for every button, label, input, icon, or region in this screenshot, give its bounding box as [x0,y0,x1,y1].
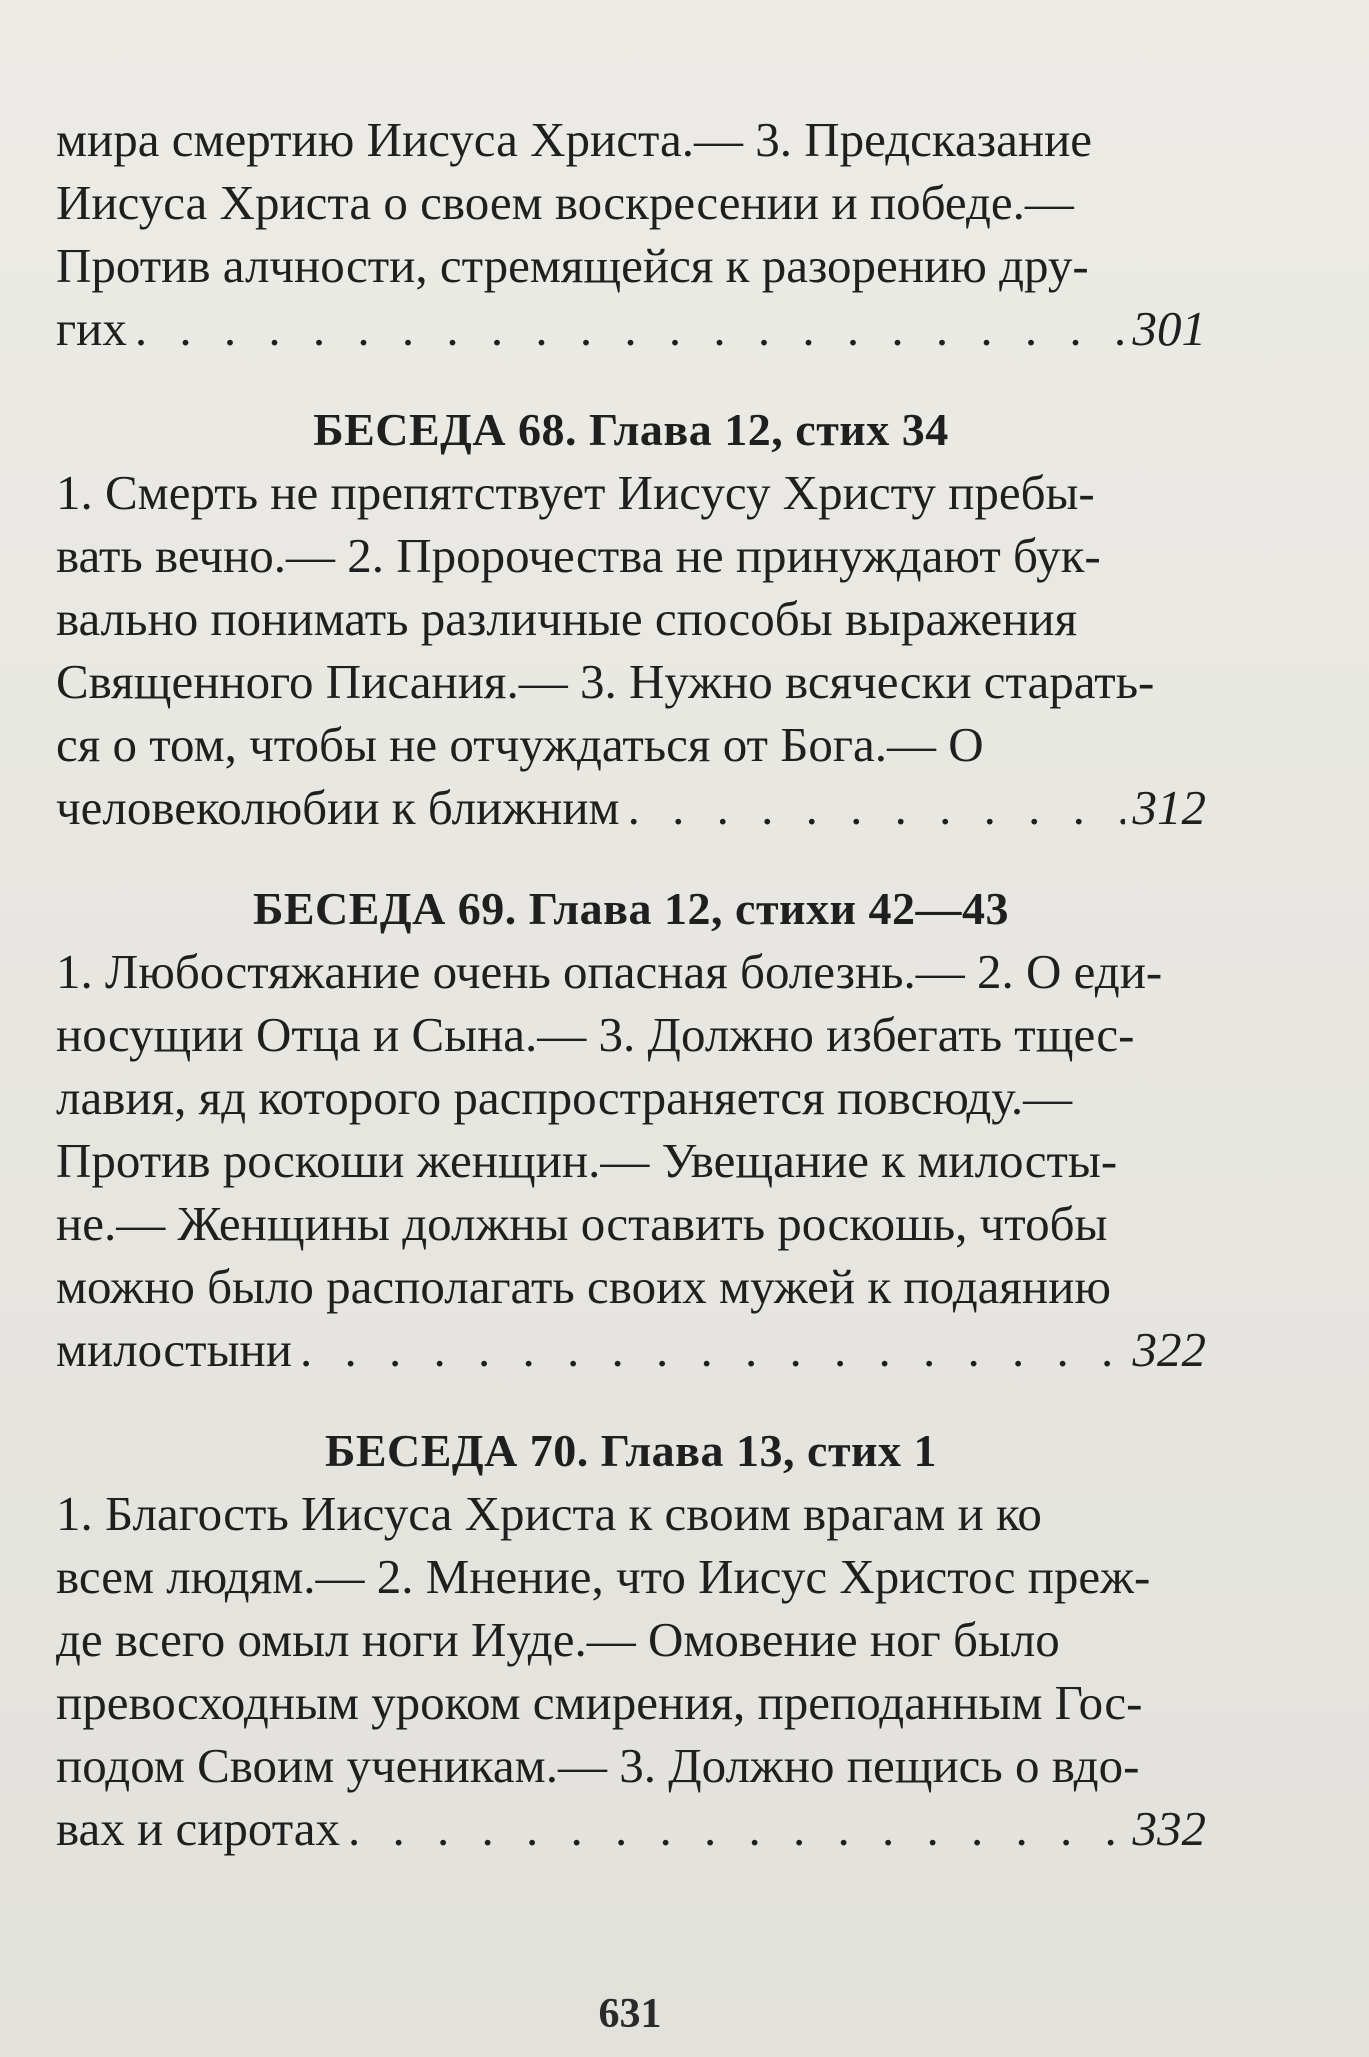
dot-leader [348,1797,1124,1860]
entry-line: подом Своим ученикам.— 3. Должно пещись о вдо- [56,1738,1140,1793]
entry-summary [56,1482,1206,1860]
entry-last-line [56,1318,1206,1381]
table-of-contents [56,108,1206,1860]
entry-line: де всего омыл ноги Иуде.— Омовение ног было [56,1612,1060,1667]
entry-line: Против алчности, стремящейся к разорению дру- [56,238,1089,293]
sermon-69-entry [56,877,1206,1381]
entry-summary [56,940,1206,1381]
page-reference: 301 [1132,301,1206,356]
entry-line: вать вечно.— 2. Пророчества не принуждают бук- [56,528,1101,583]
page-reference: 312 [1132,780,1206,835]
entry-line: гих [56,301,127,356]
page-reference: 322 [1132,1322,1206,1377]
entry-line: человеколюбии к ближним [56,780,620,835]
entry-line: мира смертию Иисуса Христа.— 3. Предсказание [56,112,1093,167]
entry-line: не.— Женщины должны оставить роскошь, чтобы [56,1196,1108,1251]
entry-line: 1. Любостяжание очень опасная болезнь.— 2. О еди- [56,944,1163,999]
entry-line: милостыни [56,1322,292,1377]
sermon-heading: БЕСЕДА 70. Глава 13, стих 1 [324,1425,938,1476]
entry-line: вально понимать различные способы выражения [56,591,1078,646]
entry-line: ся о том, чтобы не отчуждаться от Бога.— О [56,717,984,772]
entry-line: вах и сиротах [56,1801,341,1856]
sermon-70-entry [56,1419,1206,1860]
entry-line: всем людям.— 2. Мнение, что Иисус Христос преж- [56,1549,1151,1604]
entry-line: Иисуса Христа о своем воскресении и победе.— [56,175,1074,230]
intro-entry [56,108,1206,360]
entry-line: можно было располагать своих мужей к подаянию [56,1259,1111,1314]
entry-line: лавия, яд которого распространяется повсюду.— [56,1070,1073,1125]
sermon-68-entry [56,398,1206,839]
sermon-heading: БЕСЕДА 68. Глава 12, стих 34 [313,404,949,455]
sermon-heading: БЕСЕДА 69. Глава 12, стихи 42—43 [252,883,1010,934]
page-reference: 332 [1132,1801,1206,1856]
dot-leader [628,776,1125,839]
entry-line: Против роскоши женщин.— Увещание к милосты- [56,1133,1118,1188]
entry-summary [56,461,1206,839]
entry-summary [56,108,1206,360]
entry-line: 1. Благость Иисуса Христа к своим врагам и ко [56,1486,1042,1541]
entry-last-line [56,776,1206,839]
entry-last-line [56,1797,1206,1860]
entry-line: Священного Писания.— 3. Нужно всячески старать- [56,654,1155,709]
entry-line: 1. Смерть не препятствует Иисусу Христу пребы- [56,465,1095,520]
dot-leader [135,297,1125,360]
page-number: 631 [598,1991,662,2037]
entry-last-line [56,297,1206,360]
dot-leader [300,1318,1125,1381]
entry-line: превосходным уроком смирения, преподанным Гос- [56,1675,1143,1730]
entry-line: носущии Отца и Сына.— 3. Должно избегать тщес- [56,1007,1135,1062]
